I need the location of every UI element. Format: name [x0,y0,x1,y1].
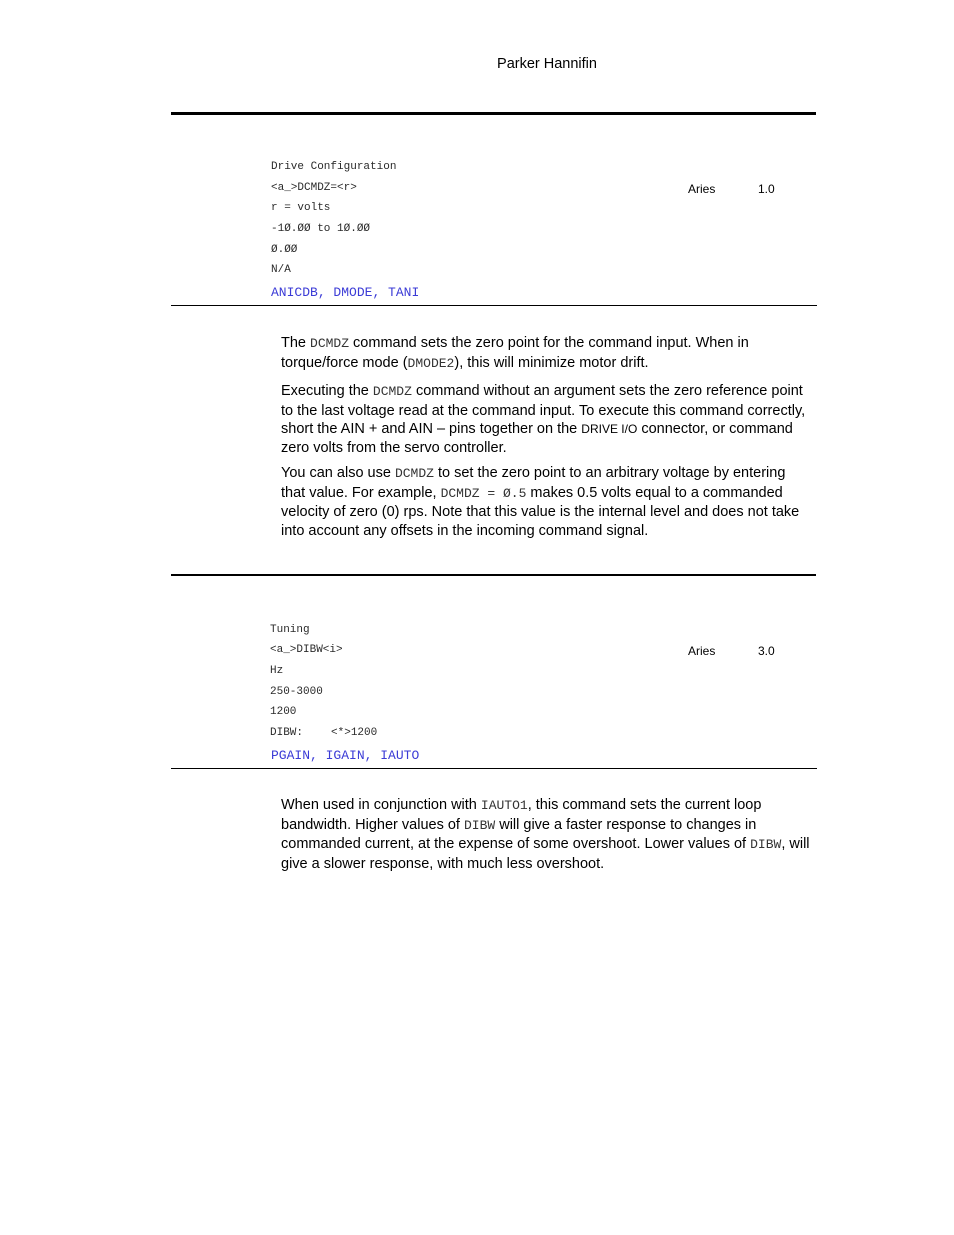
product-name: Aries [688,182,716,196]
description-paragraph: The DCMDZ command sets the zero point for the command input. When in torque/force mode (DMODE2), this will minimize motor drift. [281,335,749,371]
command-type: Drive Configuration [271,161,397,173]
command-syntax: <a_>DIBW<i> [270,644,343,656]
link-dmode[interactable]: DMODE [333,285,373,300]
section-divider [171,574,816,576]
command-type: Tuning [270,624,310,636]
command-range: -1Ø.ØØ to 1Ø.ØØ [271,223,371,235]
response-label: DIBW: [270,727,304,739]
row-divider [171,768,817,769]
link-anicdb[interactable]: ANICDB [271,285,318,300]
link-pgain[interactable]: PGAIN [271,748,311,763]
link-tani[interactable]: TANI [388,285,420,300]
response-value: <*>1200 [331,727,378,739]
command-response [270,727,377,739]
product-version: 1.0 [758,182,775,196]
product-name: Aries [688,644,716,658]
link-igain[interactable]: IGAIN [325,748,365,763]
see-also-links: PGAIN, IGAIN, IAUTO [271,748,420,763]
command-syntax: <a_>DCMDZ=<r> [271,182,357,194]
command-units: Hz [270,665,284,677]
description-paragraph: Executing the DCMDZ command without an argument sets the zero reference point to the last voltage read at the command input. To execute this command correctly, short the AIN + and AIN – pins together on the DRIVE I/O connector, or command zero volts from the servo controller. [281,383,806,456]
description-paragraph: When used in conjunction with IAUTO1, this command sets the current loop bandwidth. Higher values of DIBW will give a faster response to changes in commanded current, at the expense of some overshoot. Lower values of DIBW, will give a slower response, with much less overshoot. [281,797,810,872]
header-company: Parker Hannifin [497,56,597,72]
link-iauto[interactable]: IAUTO [380,748,420,763]
row-divider [171,305,817,306]
description-paragraph: You can also use DCMDZ to set the zero point to an arbitrary voltage by entering that value. For example, DCMDZ = Ø.5 makes 0.5 volts equal to a commanded velocity of zero (0) rps. Note that this value is the internal level and does not take into account any offsets in the incoming command signal. [281,465,800,539]
product-version: 3.0 [758,644,775,658]
command-default: 1200 [270,706,297,718]
section-divider [171,112,816,115]
command-response: N/A [271,264,291,276]
command-range: 250-3000 [270,686,323,698]
command-default: Ø.ØØ [271,244,298,256]
see-also-links: ANICDB, DMODE, TANI [271,285,420,300]
command-units: r = volts [271,202,331,214]
